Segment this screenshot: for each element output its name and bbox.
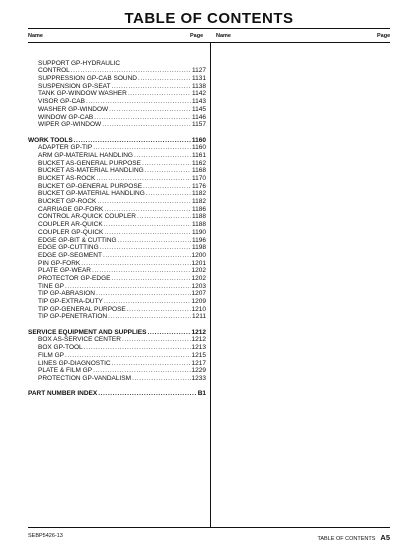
toc-entry-name: LINES GP-DIAGNOSTIC <box>38 359 111 367</box>
toc-entry-row[interactable] <box>28 229 206 237</box>
dot-leader <box>142 160 191 168</box>
toc-entry-row[interactable] <box>28 344 206 352</box>
footer-right <box>317 533 390 542</box>
toc-entry-name: COUPLER GP-QUICK <box>38 228 104 236</box>
dot-leader <box>103 252 191 260</box>
toc-entry-row[interactable] <box>28 98 206 106</box>
toc-entry-page: 1138 <box>192 82 206 90</box>
toc-entry-row[interactable] <box>28 121 206 129</box>
toc-entry-row[interactable] <box>28 313 206 321</box>
dot-leader <box>71 67 191 75</box>
toc-entry-row[interactable] <box>28 244 206 252</box>
header-rule <box>28 42 390 43</box>
toc-entry-page: 1212 <box>191 328 206 336</box>
dot-leader <box>65 352 191 360</box>
toc-entry-name: SUPPRESSION GP-CAB SOUND <box>38 75 137 83</box>
toc-entry-row[interactable] <box>28 306 206 314</box>
toc-entry-name: PLATE GP-WEAR <box>38 267 91 275</box>
toc-entry-row[interactable] <box>28 60 206 68</box>
dot-leader <box>128 90 191 98</box>
dot-leader <box>143 183 191 191</box>
toc-section-row[interactable] <box>28 137 206 145</box>
dot-leader <box>118 237 191 245</box>
dot-leader <box>137 213 191 221</box>
dot-leader <box>96 175 191 183</box>
dot-leader <box>65 283 191 291</box>
toc-entry-name: BUCKET AS-MATERIAL HANDLING <box>38 167 144 175</box>
toc-entry-page: 1142 <box>192 90 206 98</box>
toc-entry-row[interactable] <box>28 260 206 268</box>
column-header-page-left: Page <box>190 33 204 39</box>
dot-leader <box>94 114 191 122</box>
toc-entry-row[interactable] <box>28 167 206 175</box>
toc-entry-page: 1146 <box>192 113 206 121</box>
dot-leader <box>74 137 191 145</box>
toc-spacer <box>28 52 206 60</box>
dot-leader <box>102 121 191 129</box>
dot-leader <box>104 206 191 214</box>
toc-entry-name: SERVICE EQUIPMENT AND SUPPLIES <box>28 328 147 336</box>
toc-entry-page: 1182 <box>192 198 206 206</box>
toc-entry-page: 1143 <box>192 98 206 106</box>
toc-entry-page: 1213 <box>191 344 206 352</box>
toc-entry-name: WIPER GP-WINDOW <box>38 121 102 129</box>
toc-entry-row[interactable] <box>28 367 206 375</box>
toc-entry-page: 1188 <box>192 213 206 221</box>
dot-leader <box>111 275 190 283</box>
toc-entry-name: PLATE & FILM GP <box>38 367 93 375</box>
toc-entry-name: PART NUMBER INDEX <box>28 390 98 398</box>
toc-entry-page: 1211 <box>192 313 206 321</box>
toc-entry-row[interactable] <box>28 114 206 122</box>
toc-entry-page: 1233 <box>191 374 206 382</box>
toc-entry-page: 1212 <box>191 336 206 344</box>
column-header-name-left: Name <box>28 33 43 39</box>
toc-entry-row[interactable] <box>28 198 206 206</box>
toc-entry-row[interactable] <box>28 360 206 368</box>
toc-entry-name: SUPPORT GP-HYDRAULIC <box>38 59 121 67</box>
dot-leader <box>127 306 191 314</box>
dot-leader <box>104 298 191 306</box>
toc-entry-page: 1210 <box>191 305 206 313</box>
toc-entry-page: 1202 <box>191 274 206 282</box>
toc-entry-page: 1176 <box>192 182 206 190</box>
toc-entry-page: 1186 <box>192 205 206 213</box>
toc-entry-name: TIP GP-PENETRATION <box>38 313 108 321</box>
toc-entry-row[interactable] <box>28 237 206 245</box>
toc-entry-name: PIN GP-FORK <box>38 259 81 267</box>
toc-entry-page: 1161 <box>192 151 206 159</box>
page-title: TABLE OF CONTENTS <box>124 10 294 27</box>
toc-entry-row[interactable] <box>28 336 206 344</box>
toc-entry-page: 1145 <box>192 105 206 113</box>
toc-entry-name: ADAPTER GP-TIP <box>38 144 93 152</box>
footer-section-label: TABLE OF CONTENTS <box>317 536 376 542</box>
toc-entry-name: TIP GP-GENERAL PURPOSE <box>38 305 126 313</box>
toc-entry-page: 1202 <box>191 267 206 275</box>
toc-entry-page: 1182 <box>192 190 206 198</box>
toc-entry-row[interactable] <box>28 175 206 183</box>
dot-leader <box>92 267 191 275</box>
toc-entry-name: TANK GP-WINDOW WASHER <box>38 90 127 98</box>
toc-entry-name: WORK TOOLS <box>28 136 73 144</box>
dot-leader <box>145 167 191 175</box>
dot-leader <box>93 144 191 152</box>
dot-leader <box>108 313 191 321</box>
toc-entry-page: 1170 <box>192 175 206 182</box>
toc-entry-page: 1217 <box>191 359 206 367</box>
toc-entry-row[interactable] <box>28 375 206 383</box>
toc-entry-name: SUSPENSION GP-SEAT <box>38 82 111 90</box>
dot-leader <box>100 244 191 252</box>
toc-entry-name: WASHER GP-WINDOW <box>38 105 109 113</box>
toc-entry-page: 1188 <box>192 221 206 229</box>
toc-entry-page: 1198 <box>192 244 206 252</box>
dot-leader <box>104 229 191 237</box>
toc-entry-name: BUCKET GP-GENERAL PURPOSE <box>38 182 143 190</box>
toc-spacer <box>28 321 206 329</box>
toc-entry-row[interactable] <box>28 221 206 229</box>
toc-entry-page: 1131 <box>192 75 206 83</box>
toc-entry-page: 1203 <box>191 282 206 290</box>
toc-entry-page: 1157 <box>192 121 206 129</box>
toc-entry-name: COUPLER AR-QUICK <box>38 221 103 229</box>
dot-leader <box>134 152 191 160</box>
toc-entry-page: 1215 <box>191 351 206 359</box>
dot-leader <box>146 190 191 198</box>
toc-entry-name: VISOR GP-CAB <box>38 98 85 106</box>
toc-section-row[interactable] <box>28 390 206 398</box>
title-underline <box>28 28 390 29</box>
toc-entry-row[interactable] <box>28 352 206 360</box>
toc-entry-page: 1160 <box>192 144 206 152</box>
toc-entry-row[interactable] <box>28 275 206 283</box>
toc-entry-page: B1 <box>197 390 206 398</box>
page-number: A5 <box>380 533 390 542</box>
toc-entry-name: EDGE GP-BIT & CUTTING <box>38 236 117 244</box>
dot-leader <box>147 329 190 337</box>
toc-section-row[interactable] <box>28 329 206 337</box>
column-header-page-right: Page <box>377 33 391 39</box>
dot-leader <box>98 390 196 398</box>
toc-entry-page: 1200 <box>191 251 206 259</box>
toc-entry-name: PROTECTION GP-VANDALISM <box>38 374 132 382</box>
toc-entry-name: WINDOW GP-CAB <box>38 113 94 121</box>
column-divider <box>210 42 211 527</box>
dot-leader <box>111 83 191 91</box>
toc-entry-name: BUCKET AS-GENERAL PURPOSE <box>38 159 141 167</box>
footer-rule <box>28 527 390 528</box>
toc-entry-name: TINE GP <box>38 282 65 290</box>
toc-entry-page: 1162 <box>192 159 206 167</box>
toc-entry-name: BOX GP-TOOL <box>38 344 83 352</box>
toc-entry-page: 1160 <box>191 136 206 144</box>
dot-leader <box>86 98 191 106</box>
document-number: SEBP5426-13 <box>28 533 63 539</box>
toc-entry-page: 1196 <box>192 236 206 244</box>
toc-entry-name: TIP GP-ABRASION <box>38 290 95 298</box>
dot-leader <box>122 336 191 344</box>
toc-entry-row[interactable] <box>28 83 206 91</box>
dot-leader <box>84 344 191 352</box>
dot-leader <box>93 367 190 375</box>
toc-entry-name: CONTROL AR-QUICK COUPLER <box>38 213 136 221</box>
toc-entry-row[interactable] <box>28 190 206 198</box>
toc-entry-page: 1201 <box>191 259 206 267</box>
dot-leader <box>112 360 191 368</box>
toc-entry-name: BUCKET GP-MATERIAL HANDLING <box>38 190 145 198</box>
toc-entry-row[interactable] <box>28 252 206 260</box>
toc-entry-page: 1168 <box>192 167 206 175</box>
dot-leader <box>96 290 191 298</box>
dot-leader <box>132 375 190 383</box>
toc-entry-name: ARM GP-MATERIAL HANDLING <box>38 151 133 159</box>
dot-leader <box>109 106 191 114</box>
toc-spacer <box>28 383 206 391</box>
toc-entry-row[interactable] <box>28 183 206 191</box>
toc-entry-name: CARRIAGE GP-FORK <box>38 205 104 213</box>
toc-entry-name: BUCKET AS-ROCK <box>38 175 96 182</box>
toc-list <box>28 52 206 398</box>
toc-entry-row[interactable] <box>28 213 206 221</box>
toc-entry-name: PROTECTOR GP-EDGE <box>38 274 111 282</box>
toc-entry-row[interactable] <box>28 206 206 214</box>
toc-entry-row[interactable] <box>28 298 206 306</box>
toc-entry-row[interactable] <box>28 144 206 152</box>
dot-leader <box>138 75 191 83</box>
dot-leader <box>97 198 191 206</box>
toc-entry-row[interactable] <box>28 152 206 160</box>
toc-entry-page: 1207 <box>191 290 206 298</box>
toc-spacer <box>28 129 206 137</box>
toc-entry-name: TIP GP-EXTRA-DUTY <box>38 298 103 305</box>
toc-entry-page: 1127 <box>192 67 206 75</box>
toc-entry-name: CONTROL <box>38 67 70 75</box>
dot-leader <box>104 221 191 229</box>
toc-entry-row[interactable] <box>28 267 206 275</box>
toc-entry-row[interactable] <box>28 67 206 75</box>
toc-entry-row[interactable] <box>28 283 206 291</box>
toc-entry-row[interactable] <box>28 75 206 83</box>
toc-entry-row[interactable] <box>28 90 206 98</box>
toc-entry-name: EDGE GP-SEGMENT <box>38 251 102 259</box>
toc-entry-name: EDGE GP-CUTTING <box>38 244 99 252</box>
toc-entry-page: 1190 <box>192 228 206 236</box>
toc-entry-page: 1229 <box>191 367 206 375</box>
toc-entry-name: BUCKET GP-ROCK <box>38 198 97 206</box>
toc-entry-row[interactable] <box>28 290 206 298</box>
toc-entry-name: BOX AS-SERVICE CENTER <box>38 336 121 344</box>
toc-entry-row[interactable] <box>28 106 206 114</box>
toc-entry-row[interactable] <box>28 160 206 168</box>
column-header-name-right: Name <box>216 33 231 39</box>
dot-leader <box>81 260 190 268</box>
toc-entry-name: FILM GP <box>38 351 65 359</box>
toc-entry-page: 1209 <box>191 298 206 305</box>
